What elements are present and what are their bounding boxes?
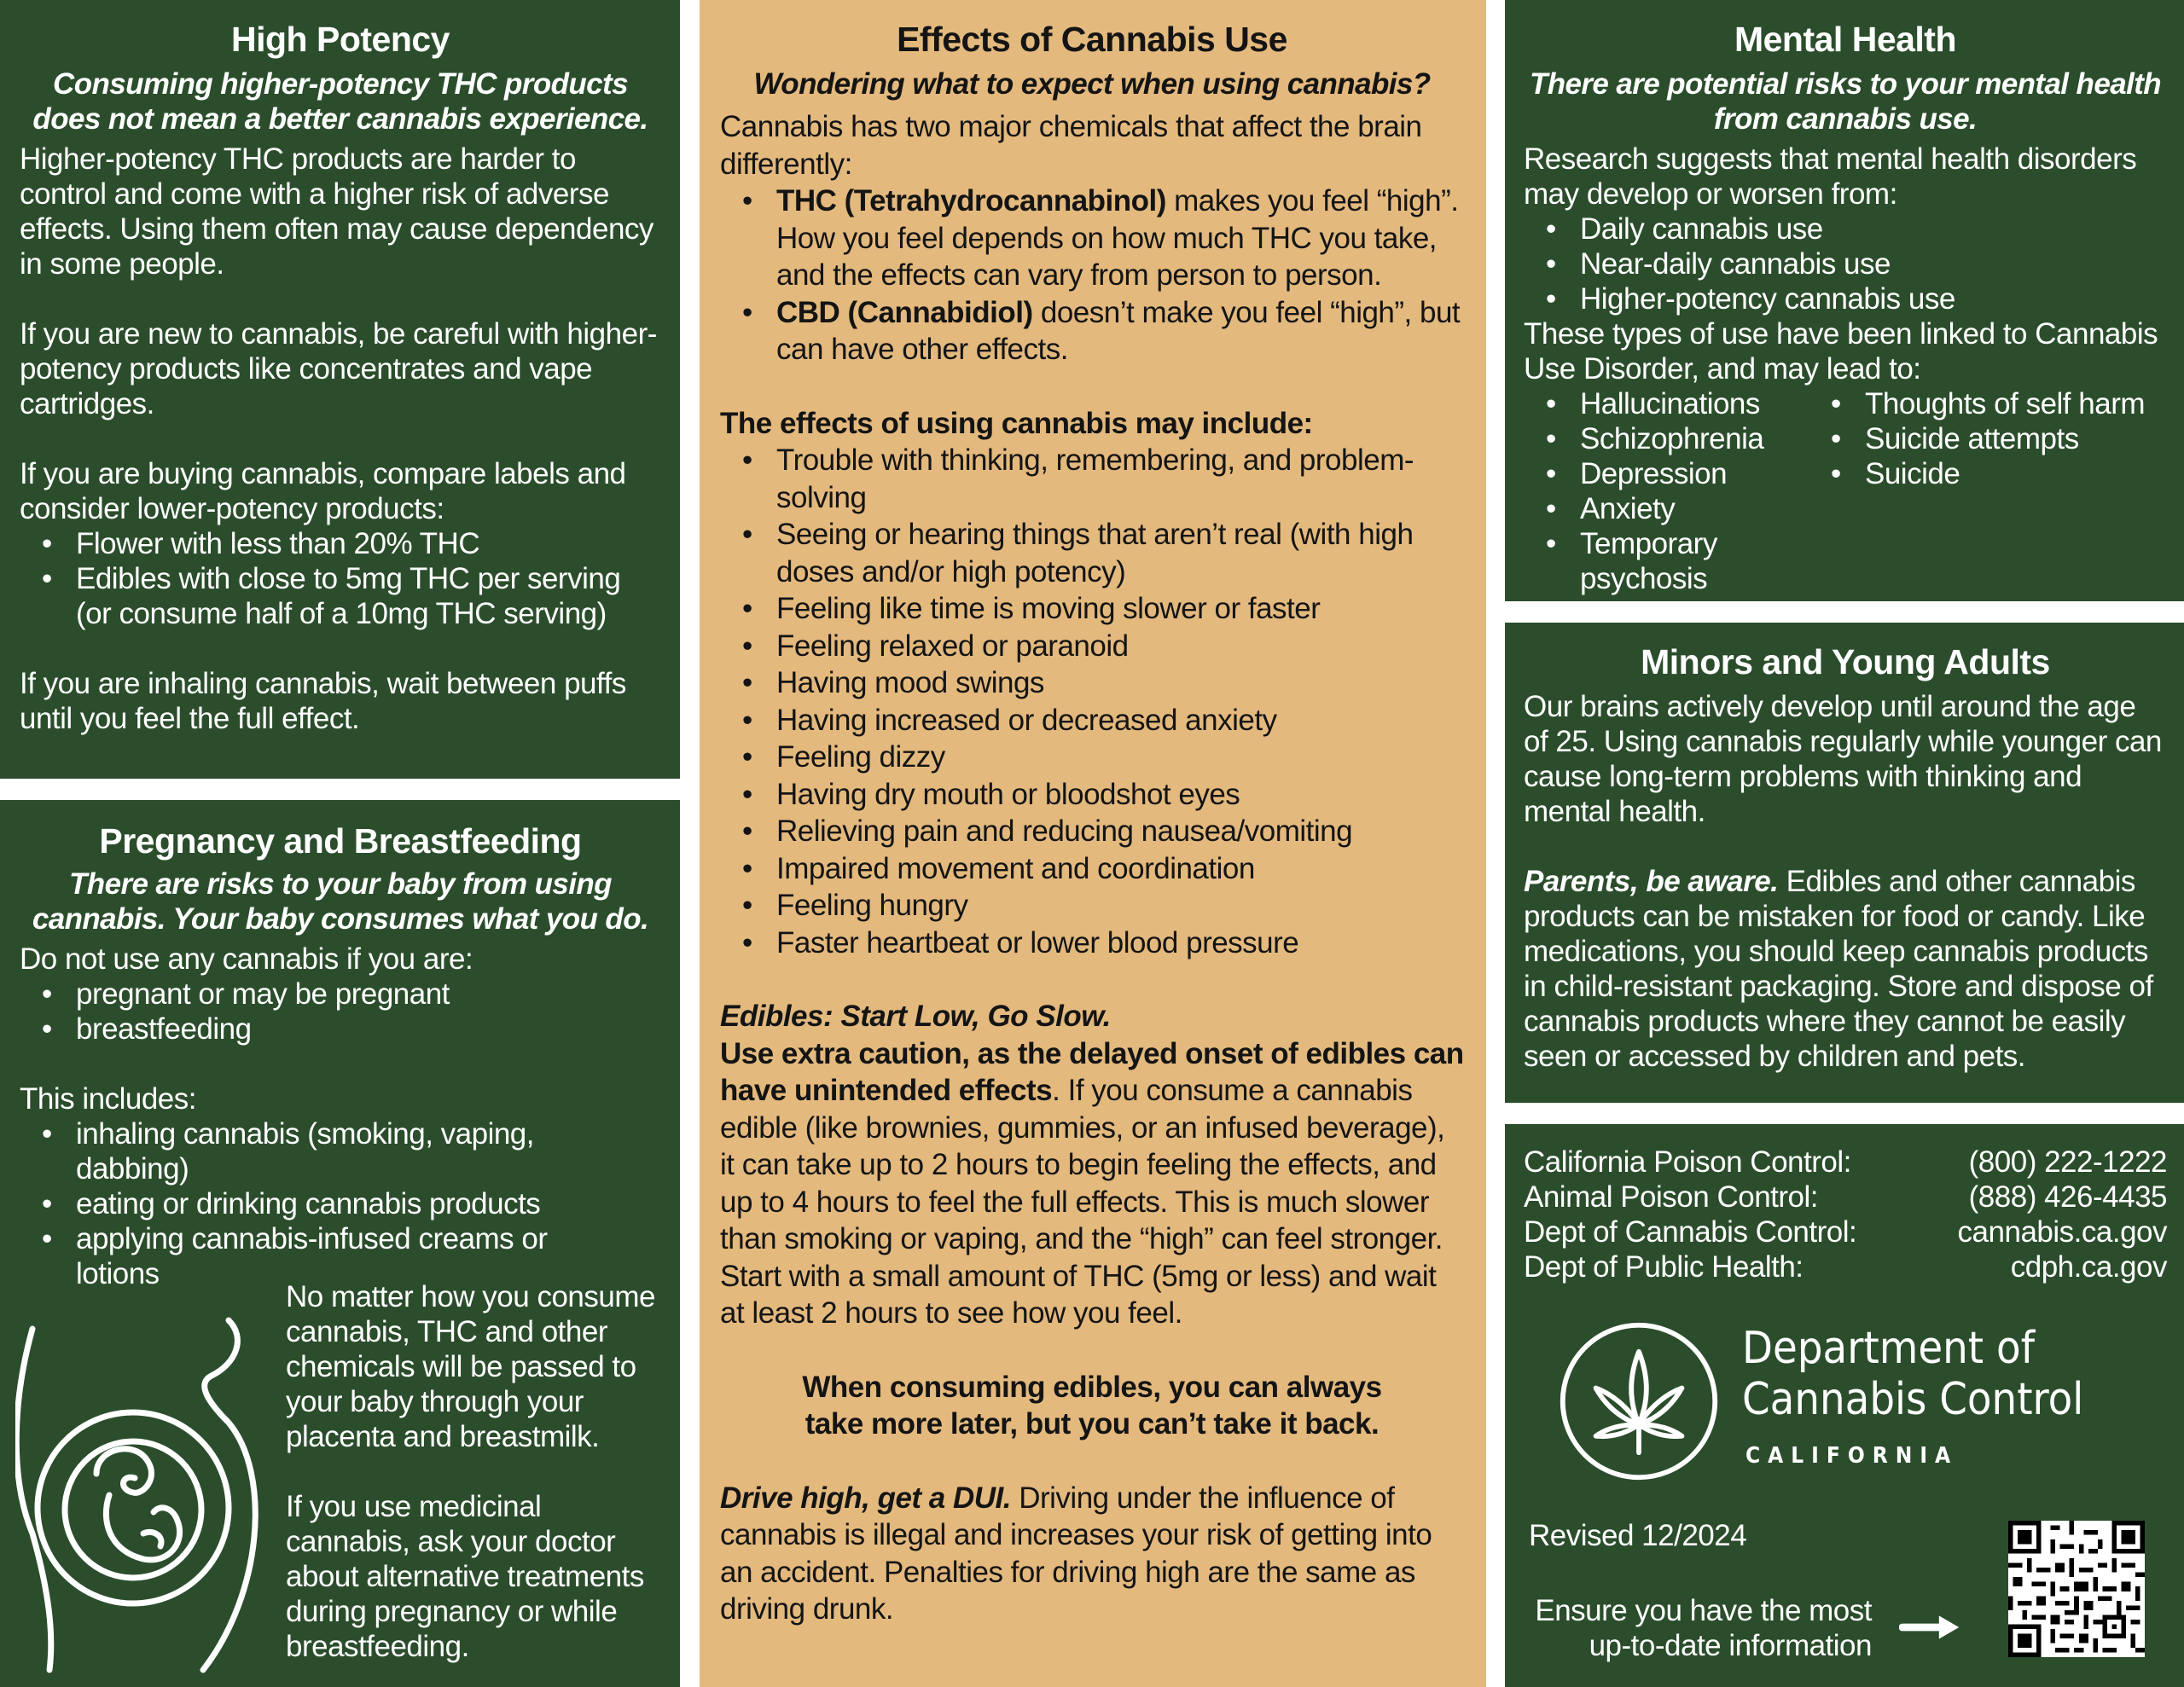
contact-value[interactable]: cannabis.ca.gov bbox=[1957, 1215, 2167, 1249]
mental-health-panel bbox=[1505, 0, 2184, 601]
dui-heading: Drive high, get a DUI. bbox=[720, 1481, 1011, 1515]
list-item: • Temporary psychosis bbox=[1580, 526, 1809, 596]
qr-code-icon[interactable] bbox=[2008, 1521, 2145, 1657]
list-item: • eating or drinking cannabis products bbox=[76, 1186, 559, 1221]
dui-paragraph bbox=[720, 1480, 1464, 1628]
list-item: • applying cannabis-infused creams or lotions bbox=[76, 1221, 559, 1291]
pregnancy-subtitle: There are risks to your baby from using cannabis. Your baby consumes what you do. bbox=[32, 867, 649, 936]
contact-value[interactable]: (800) 222-1222 bbox=[1968, 1145, 2167, 1179]
edibles-paragraph bbox=[720, 1035, 1464, 1332]
list-item: • Schizophrenia bbox=[1580, 421, 1809, 456]
list-item: • Impaired movement and coordination bbox=[776, 850, 1464, 888]
outcomes-right bbox=[1809, 386, 2145, 596]
list-item: • Suicide bbox=[1865, 456, 2145, 491]
contact-row bbox=[1524, 1180, 2167, 1215]
arrow-right-icon bbox=[1899, 1610, 1966, 1644]
list-item: • Daily cannabis use bbox=[1580, 212, 2167, 246]
high-potency-panel bbox=[0, 0, 680, 779]
cbd-item bbox=[776, 294, 1464, 368]
edibles-heading: Edibles: Start Low, Go Slow. bbox=[720, 1000, 1111, 1033]
contact-label: California Poison Control: bbox=[1524, 1145, 1851, 1179]
minors-p1: Our brains actively develop until around the age of 25. Using cannabis regularly while younger can cause long-term problems with thinking and mental health. bbox=[1524, 690, 2162, 828]
cbd-term: CBD (Cannabidiol) bbox=[776, 295, 1033, 329]
list-item: • Hallucinations bbox=[1580, 386, 1809, 421]
pregnancy-panel bbox=[0, 800, 680, 1687]
pregnancy-list-2 bbox=[20, 1116, 661, 1291]
contact-value[interactable]: (888) 426-4435 bbox=[1968, 1180, 2167, 1214]
dui-text: Driving under the influence of cannabis is illegal and increases your risk of getting into an accident. Penalties for driving high are the same as driving drunk. bbox=[720, 1481, 1432, 1626]
list-item: • Near-daily cannabis use bbox=[1580, 246, 2167, 281]
effects-list-heading: The effects of using cannabis may include: bbox=[720, 406, 1313, 440]
mental-health-list-1 bbox=[1524, 212, 2167, 316]
list-item: • Having mood swings bbox=[776, 664, 1464, 702]
list-item: • Anxiety bbox=[1580, 491, 1809, 526]
mental-health-p2: These types of use have been linked to Cannabis Use Disorder, and may lead to: bbox=[1524, 317, 2158, 386]
list-item: • breastfeeding bbox=[76, 1012, 661, 1046]
cbd-text: doesn’t make you feel “high”, but can have other effects. bbox=[776, 295, 1461, 366]
effects-title: Effects of Cannabis Use bbox=[897, 20, 1287, 59]
list-item: • Trouble with thinking, remembering, and problem-solving bbox=[776, 442, 1464, 516]
effects-list bbox=[720, 442, 1464, 961]
cannabis-leaf-icon bbox=[1556, 1319, 1722, 1484]
contact-list bbox=[1524, 1145, 2167, 1284]
list-item: • Higher-potency cannabis use bbox=[1580, 281, 2167, 316]
pregnancy-p2: This includes: bbox=[20, 1082, 196, 1116]
high-potency-p1: Higher-potency THC products are harder to control and come with a higher risk of adverse effects. Using them often may cause dependency in some people. bbox=[20, 142, 653, 281]
list-item: • Feeling like time is moving slower or faster bbox=[776, 590, 1464, 628]
list-item: • Having dry mouth or bloodshot eyes bbox=[776, 776, 1464, 814]
logo-line-1: Department of bbox=[1742, 1323, 2036, 1374]
pregnancy-p1: Do not use any cannabis if you are: bbox=[20, 942, 473, 976]
list-item: • Suicide attempts bbox=[1865, 421, 2145, 456]
contact-value[interactable]: cdph.ca.gov bbox=[2010, 1250, 2167, 1284]
list-item: • Relieving pain and reducing nausea/vomiting bbox=[776, 813, 1464, 850]
list-item: • Depression bbox=[1580, 456, 1809, 491]
thc-term: THC (Tetrahydrocannabinol) bbox=[776, 184, 1166, 217]
logo-line-2: Cannabis Control bbox=[1742, 1374, 2084, 1425]
minors-panel bbox=[1505, 623, 2184, 1103]
list-item: • Thoughts of self harm bbox=[1865, 386, 2145, 421]
high-potency-p4: If you are inhaling cannabis, wait between puffs until you feel the full effect. bbox=[20, 667, 626, 735]
list-item: • Feeling dizzy bbox=[776, 739, 1464, 776]
contact-panel bbox=[1505, 1124, 2184, 1687]
high-potency-p2: If you are new to cannabis, be careful with higher-potency products like concentrates and vape cartridges. bbox=[20, 317, 657, 420]
minors-p2-text: Edibles and other cannabis products can be mistaken for food or candy. Like medications, you should keep cannabis products in child-resistant packaging. Store and dispose of cannabis products where they cannot be easily seen or accessed by children and pets. bbox=[1524, 865, 2153, 1073]
contact-label: Animal Poison Control: bbox=[1524, 1180, 1818, 1214]
pregnancy-list-1 bbox=[20, 977, 661, 1046]
contact-row bbox=[1524, 1145, 2167, 1180]
ensure-line-2: up-to-date information bbox=[1589, 1629, 1872, 1662]
minors-p2 bbox=[1524, 864, 2167, 1074]
list-item: • Seeing or hearing things that aren’t real (with high doses and/or high potency) bbox=[776, 516, 1464, 590]
high-potency-p3: If you are buying cannabis, compare labels and consider lower-potency products: bbox=[20, 457, 626, 525]
list-item: • Having increased or decreased anxiety bbox=[776, 702, 1464, 739]
outcomes-columns bbox=[1524, 386, 2167, 596]
outcomes-left bbox=[1524, 386, 1809, 596]
edibles-text: . If you consume a cannabis edible (like brownies, gummies, or an infused beverage), it can take up to 2 hours to begin feeling the effects, and up to 4 hours to feel the full effects. This is much slower than smoking or vaping, and the “high” can feel stronger. Start with a small amount of THC (5mg or less) and wait at least 2 hours to see how you feel. bbox=[720, 1074, 1445, 1330]
mental-health-subtitle: There are potential risks to your mental health from cannabis use. bbox=[1529, 67, 2162, 136]
thc-text: makes you feel “high”. How you feel depends on how much THC you take, and the effects can vary from person to person. bbox=[776, 184, 1459, 292]
logo-line-3: CALIFORNIA bbox=[1745, 1443, 1959, 1469]
high-potency-list bbox=[20, 526, 661, 631]
pregnancy-icon bbox=[15, 1312, 271, 1687]
pregnancy-title: Pregnancy and Breastfeeding bbox=[99, 821, 582, 861]
thc-item bbox=[776, 183, 1464, 294]
mental-health-p1: Research suggests that mental health disorders may develop or worsen from: bbox=[1524, 142, 2137, 211]
revised-date: Revised 12/2024 bbox=[1529, 1519, 1747, 1552]
effects-intro: Cannabis has two major chemicals that affect the brain differently: bbox=[720, 110, 1422, 181]
list-item: • pregnant or may be pregnant bbox=[76, 977, 661, 1012]
list-item: • Flower with less than 20% THC bbox=[76, 526, 661, 561]
contact-row bbox=[1524, 1249, 2167, 1284]
chemicals-list bbox=[720, 183, 1464, 368]
contact-label: Dept of Cannabis Control: bbox=[1524, 1215, 1857, 1249]
list-item: • Faster heartbeat or lower blood pressure bbox=[776, 925, 1464, 962]
high-potency-subtitle: Consuming higher-potency THC products does not mean a better cannabis experience. bbox=[32, 67, 648, 136]
contact-label: Dept of Public Health: bbox=[1524, 1250, 1804, 1284]
parents-aware: Parents, be aware. bbox=[1524, 865, 1779, 898]
pregnancy-p4: If you use medicinal cannabis, ask your doctor about alternative treatments during pregnancy or while breastfeeding. bbox=[286, 1490, 644, 1663]
mental-health-title: Mental Health bbox=[1734, 20, 1957, 59]
edibles-callout-1: When consuming edibles, you can always bbox=[802, 1370, 1382, 1404]
high-potency-title: High Potency bbox=[231, 20, 450, 59]
ensure-text bbox=[1531, 1593, 1872, 1663]
effects-subtitle: Wondering what to expect when using cannabis? bbox=[753, 67, 1431, 101]
pregnancy-p3: No matter how you consume cannabis, THC and other chemicals will be passed to your baby through your placenta and breastmilk. bbox=[286, 1280, 655, 1453]
effects-panel bbox=[700, 0, 1486, 1687]
list-item: • Edibles with close to 5mg THC per serving (or consume half of a 10mg THC serving) bbox=[76, 561, 661, 631]
ensure-line-1: Ensure you have the most bbox=[1535, 1594, 1872, 1627]
minors-title: Minors and Young Adults bbox=[1641, 642, 2050, 681]
list-item: • inhaling cannabis (smoking, vaping, dabbing) bbox=[76, 1116, 559, 1186]
contact-row bbox=[1524, 1215, 2167, 1249]
list-item: • Feeling relaxed or paranoid bbox=[776, 628, 1464, 665]
edibles-callout-2: take more later, but you can’t take it back. bbox=[804, 1407, 1380, 1441]
edibles-bold: Use extra caution, as the delayed onset of edibles can have unintended effects bbox=[720, 1036, 1464, 1107]
list-item: • Feeling hungry bbox=[776, 887, 1464, 925]
dcc-logo bbox=[1556, 1319, 2153, 1489]
